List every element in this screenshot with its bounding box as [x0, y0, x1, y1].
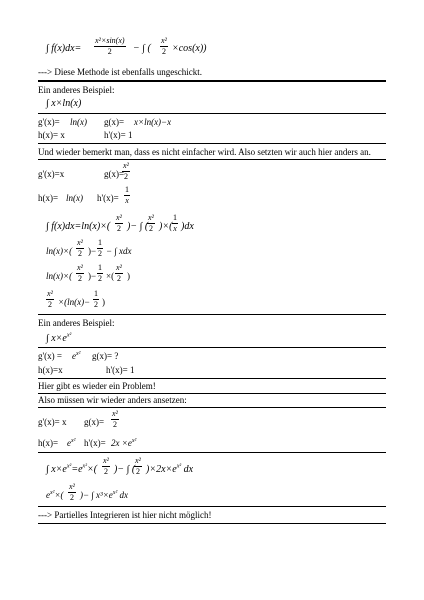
- formula-lhs: ∫ f(x)dx=: [46, 43, 82, 54]
- ex3-gprime-label: g'(x) =: [38, 351, 62, 361]
- fraction: x² 2: [69, 482, 75, 502]
- divider: [38, 407, 386, 408]
- note-not-simpler: Und wieder bemerkt man, dass es nicht einfacher wird. Also setzten wir auch hier anders an.: [38, 147, 371, 157]
- fraction: x² 2: [77, 238, 83, 258]
- divider: [38, 393, 386, 394]
- note-unsuitable-1: ---> Diese Methode ist ebenfalls ungeschickt.: [38, 67, 203, 77]
- fraction: x² 2: [123, 161, 129, 181]
- ex2b-h-val: ln(x): [66, 193, 83, 203]
- ex2b-step3-lhs: ln(x)×(: [46, 271, 73, 281]
- formula-fraction: x² 2: [161, 36, 167, 56]
- ex3-g-label: g(x)= ?: [92, 351, 119, 361]
- ex2b-step2-lhs: ln(x)×(: [46, 246, 73, 256]
- ex2b-step4-tail: ): [102, 297, 105, 307]
- ex3b-step2: $e^{x^2}\times$(: [46, 490, 64, 500]
- divider: [38, 314, 386, 315]
- divider: [38, 523, 386, 524]
- fraction: 1 x: [173, 213, 177, 233]
- ex3b-step2-tail: )− ∫ $x^3\times e^{x^2}$ dx: [80, 490, 129, 500]
- ex3b-g-label: g(x)=: [84, 417, 105, 427]
- ex2-g-label: g(x)=: [104, 117, 125, 127]
- fraction: 1 x: [125, 185, 129, 205]
- formula-tail: ×cos(x)): [172, 43, 207, 54]
- ex3-h-label: h(x)=x: [38, 365, 63, 375]
- ex2b-step1-mid2: )×(: [159, 221, 173, 232]
- fraction: x² 2: [77, 263, 83, 283]
- ex3-hprime-label: h'(x)= 1: [106, 365, 135, 375]
- example3-heading: Ein anderes Beispiel:: [38, 318, 115, 328]
- ex2b-g-label: g(x)=: [104, 169, 125, 179]
- fraction: 1 2: [98, 263, 102, 283]
- formula-minus-int: − ∫ (: [133, 43, 151, 54]
- divider: [38, 506, 386, 507]
- fraction: x² 2: [116, 213, 122, 233]
- note-problem: Hier gibt es wieder ein Problem!: [38, 381, 156, 391]
- ex3b-step1-mid2: )− ∫ (: [114, 464, 136, 475]
- note-unsuitable-2: ---> Partielles Integrieren ist hier nicht möglich!: [38, 510, 212, 520]
- ex3b-h-val: $e^{x^2}$: [67, 438, 76, 448]
- fraction: x² 2: [148, 213, 154, 233]
- divider: [38, 452, 386, 453]
- ex2b-step1-tail: )dx: [181, 221, 194, 232]
- ex2b-step3-mid: )−: [88, 271, 97, 281]
- fraction: x² 2: [112, 409, 118, 429]
- ex3b-hprime-label: h'(x)=: [84, 438, 106, 448]
- divider: [38, 143, 386, 144]
- fraction: x² 2: [47, 289, 53, 309]
- fraction: 1 2: [94, 289, 98, 309]
- ex2b-step2-mid: )−: [88, 246, 97, 256]
- ex2b-step3-tail: ): [127, 271, 130, 281]
- note-other-approach: Also müssen wir wieder anders ansetzen:: [38, 395, 187, 405]
- ex3-gprime-val: $e^{x^2}$: [72, 351, 81, 361]
- fraction: x² 2: [135, 456, 141, 476]
- ex3b-h-label: h(x)=: [38, 438, 59, 448]
- ex2b-step1-mid: )− ∫ (: [127, 221, 149, 232]
- ex3b-gprime-label: g'(x)= x: [38, 417, 67, 427]
- ex2b-step4-mid: ×(ln(x)−: [58, 297, 91, 307]
- ex2b-step1-lhs: ∫ f(x)dx=ln(x)×(: [46, 221, 111, 232]
- example3-integral: ∫ $x\times e^{x^2}$: [46, 332, 72, 344]
- formula-fraction: x²×sin(x) 2: [95, 36, 125, 56]
- example2-integral: ∫ x×ln(x): [46, 98, 82, 109]
- divider: [38, 113, 386, 114]
- fraction: 1 2: [98, 238, 102, 258]
- ex3b-step1-tail: )$\times 2x\times e^{x^2}$ dx: [146, 463, 194, 475]
- ex2b-h-label: h(x)=: [38, 193, 59, 203]
- ex3b-step1: ∫ $x\times e^{x^2}=e^{x^2}\times$(: [46, 463, 98, 475]
- ex2-h-label: h(x)= x: [38, 130, 65, 140]
- ex2-g-val: x×ln(x)−x: [134, 117, 172, 127]
- ex2b-hprime-label: h'(x)=: [97, 193, 119, 203]
- ex2b-step3-mid2: ×(: [106, 271, 115, 281]
- fraction: x² 2: [116, 263, 122, 283]
- ex3b-hprime-val: $2x \times e^{x^2}$: [111, 438, 137, 448]
- divider: [38, 347, 386, 348]
- divider: [38, 378, 386, 379]
- ex2-hprime-label: h'(x)= 1: [104, 130, 133, 140]
- fraction: x² 2: [103, 456, 109, 476]
- divider: [38, 159, 386, 160]
- ex2-gprime-val: ln(x): [70, 117, 87, 127]
- ex2b-gprime-label: g'(x)=x: [38, 169, 65, 179]
- ex2b-step2-tail: − ∫ xdx: [106, 246, 132, 256]
- ex2-gprime-label: g'(x)=: [38, 117, 60, 127]
- example2-heading: Ein anderes Beispiel:: [38, 85, 115, 95]
- divider: [38, 81, 386, 82]
